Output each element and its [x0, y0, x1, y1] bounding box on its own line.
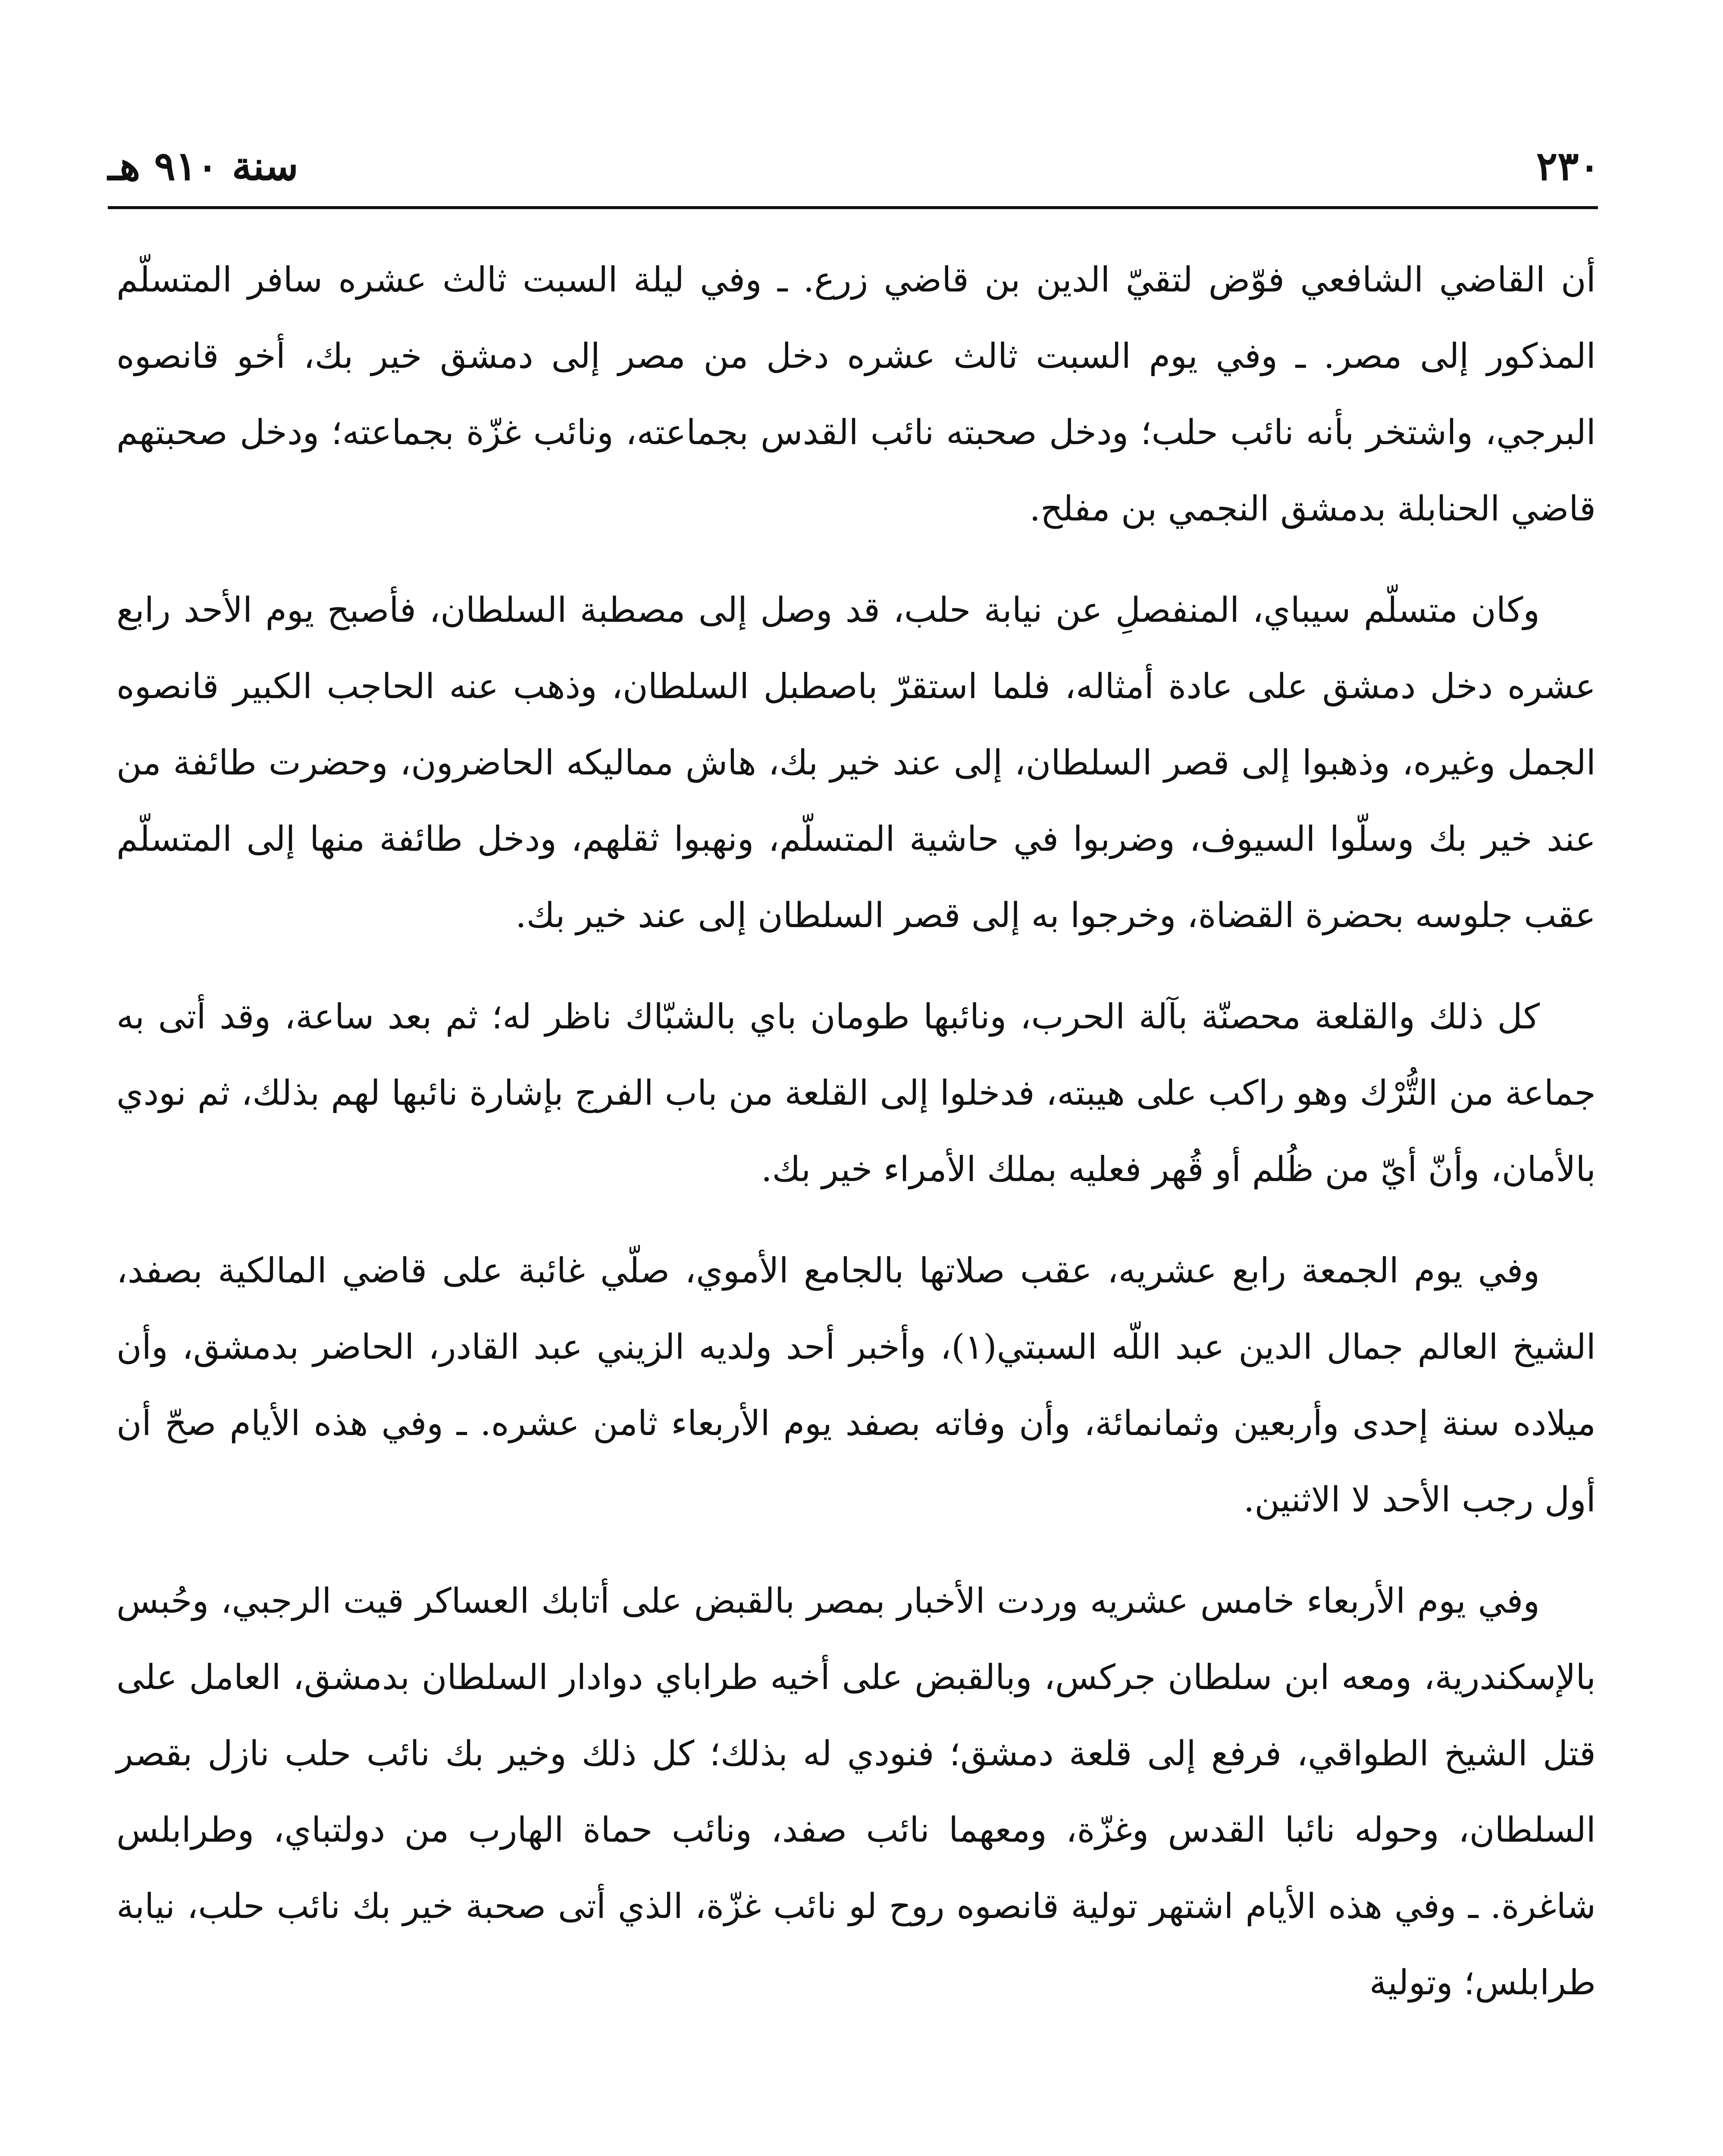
header-rule [108, 206, 1598, 209]
paragraph: وكان متسلّم سيباي، المنفصلِ عن نيابة حلب، قد وصل إلى مصطبة السلطان، فأصبح يوم الأحد رابع عشره دخل دمشق على عادة أمثاله، فلما استقرّ باصطبل السلطان، وذهب عنه الحاجب الكبير قانصوه الجمل وغيره، وذهبوا إلى قصر السلطان، إلى عند خير بك، هاش مماليكه الحاضرون، وحضرت طائفة من عند خير بك وسلّوا السيوف، وضربوا في حاشية المتسلّم، ونهبوا ثقلهم، ودخل طائفة منها إلى المتسلّم عقب جلوسه بحضرة القضاة، وخرجوا به إلى قصر السلطان إلى عند خير بك. [116, 590, 1596, 935]
page-header [108, 142, 1600, 207]
body-text [116, 241, 1596, 2046]
page-number: ٢٣٠ [1536, 143, 1600, 189]
paragraph: وفي يوم الجمعة رابع عشريه، عقب صلاتها بالجامع الأموي، صلّي غائبة على قاضي المالكية بصفد، الشيخ العالم جمال الدين عبد اللّه السبتي(١)، وأخبر أحد ولديه الزيني عبد القادر، الحاضر بدمشق، وأن ميلاده سنة إحدى وأربعين وثمانمائة، وأن وفاته بصفد يوم الأربعاء ثامن عشره. ـ وفي هذه الأيام صحّ أن أول رجب الأحد لا الاثنين. [116, 1250, 1596, 1520]
paragraph: كل ذلك والقلعة محصنّة بآلة الحرب، ونائبها طومان باي بالشبّاك ناظر له؛ ثم بعد ساعة، وقد أتى به جماعة من التُّرْك وهو راكب على هيبته، فدخلوا إلى القلعة من باب الفرج بإشارة نائبها لهم بذلك، ثم نودي بالأمان، وأنّ أيّ من ظُلم أو قُهر فعليه بملك الأمراء خير بك. [116, 997, 1596, 1189]
running-head: سنة ٩١٠ هـ [108, 143, 298, 189]
paragraph: وفي يوم الأربعاء خامس عشريه وردت الأخبار بمصر بالقبض على أتابك العساكر قيت الرجبي، وحُبس بالإسكندرية، ومعه ابن سلطان جركس، وبالقبض على أخيه طراباي دوادار السلطان بدمشق، العامل على قتل الشيخ الطواقي، فرفع إلى قلعة دمشق؛ فنودي له بذلك؛ كل ذلك وخير بك نائب حلب نازل بقصر السلطان، وحوله نائبا القدس وغزّة، ومعهما نائب صفد، ونائب حماة الهارب من دولتباي، وطرابلس شاغرة. ـ وفي هذه الأيام اشتهر تولية قانصوه روح لو نائب غزّة، الذي أتى صحبة خير بك نائب حلب، نيابة طرابلس؛ وتولية [116, 1581, 1596, 2002]
paragraph: أن القاضي الشافعي فوّض لتقيّ الدين بن قاضي زرع. ـ وفي ليلة السبت ثالث عشره سافر المتسلّم المذكور إلى مصر. ـ وفي يوم السبت ثالث عشره دخل من مصر إلى دمشق خير بك، أخو قانصوه البرجي، واشتخر بأنه نائب حلب؛ ودخل صحبته نائب القدس بجماعته، ونائب غزّة بجماعته؛ ودخل صحبتهم قاضي الحنابلة بدمشق النجمي بن مفلح. [116, 260, 1596, 529]
